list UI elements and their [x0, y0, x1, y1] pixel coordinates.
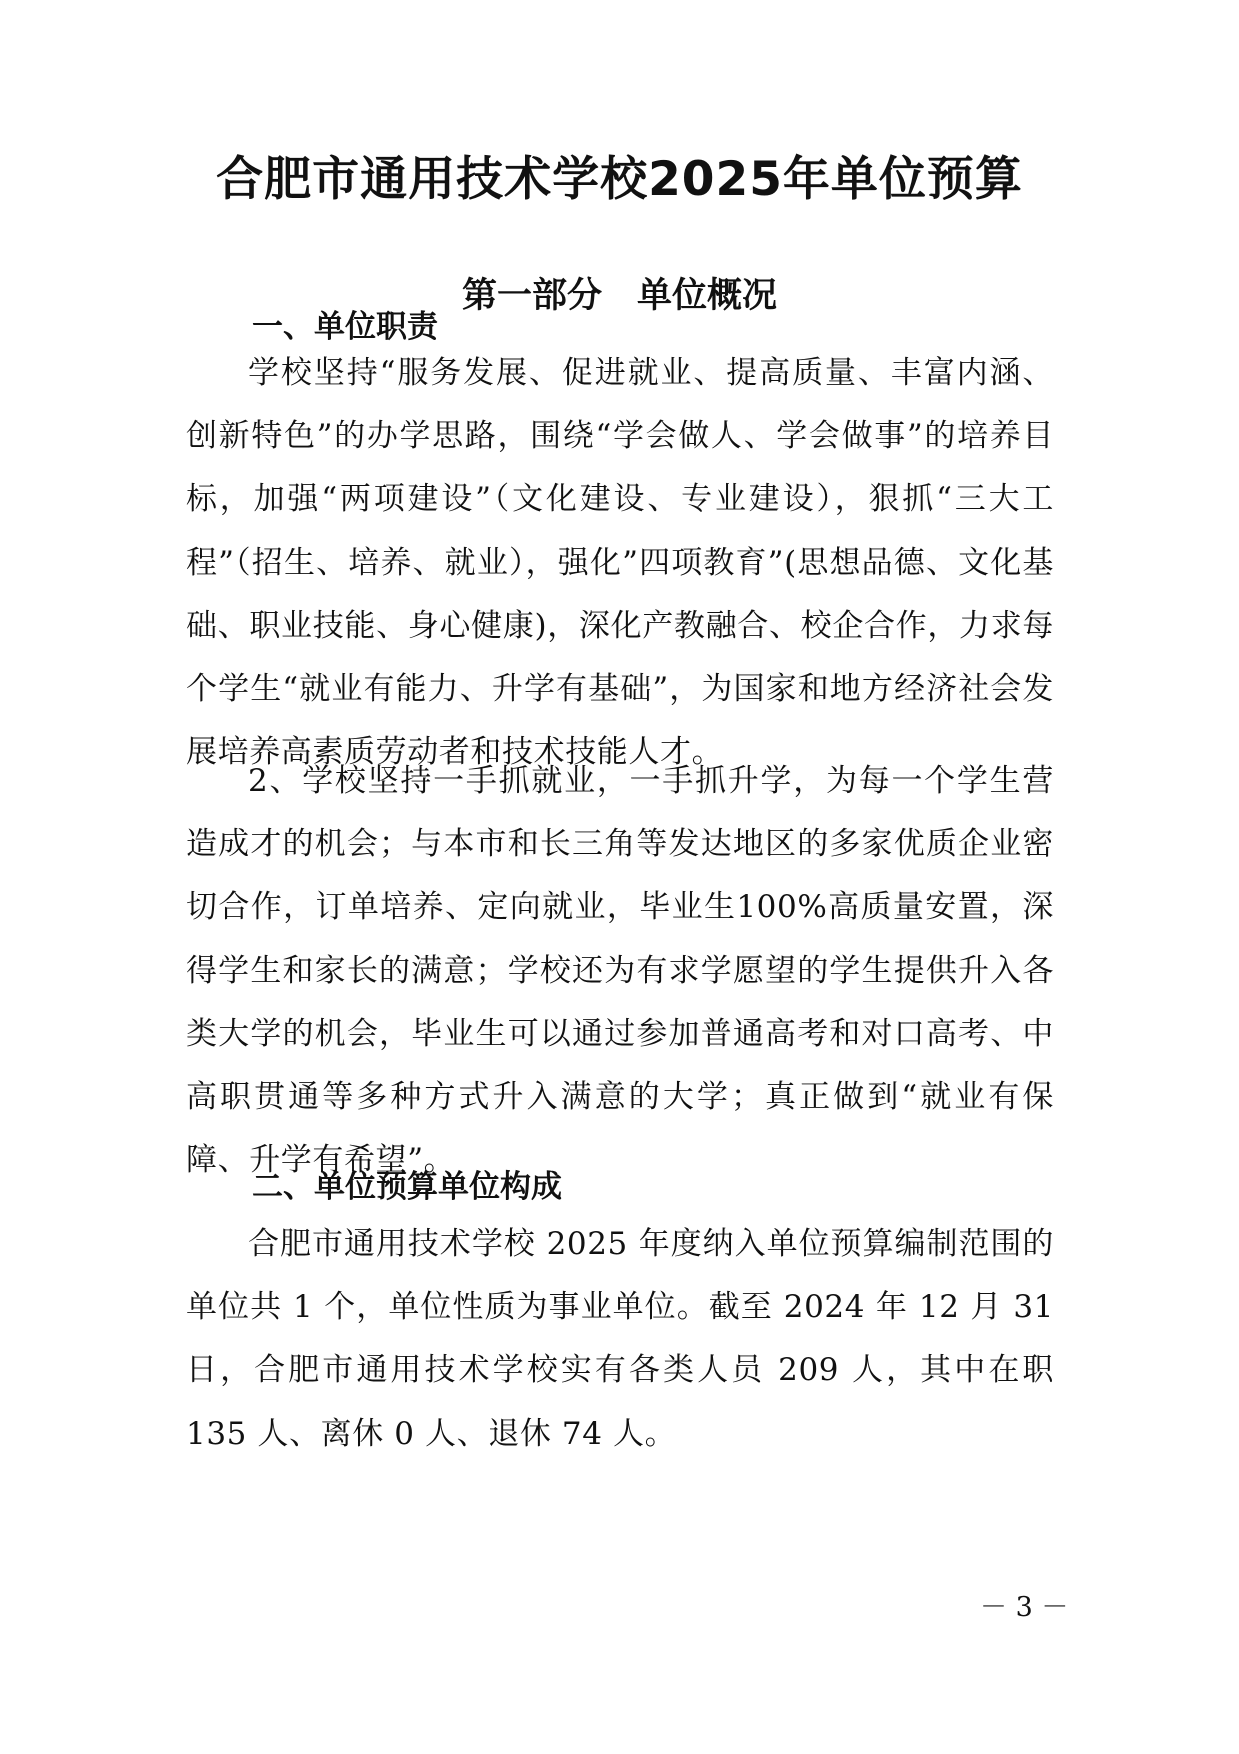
section-heading-responsibilities: 一、单位职责: [252, 309, 438, 345]
part-title: 第一部分 单位概况: [461, 276, 777, 316]
paragraph-composition: 合肥市通用技术学校 2025 年度纳入单位预算编制范围的单位共 1 个，单位性质为事业单位。截至 2024 年 12 月 31 日，合肥市通用技术学校实有各类人员 209 人，其中在职 135 人、离休 0 人、退休 74 人。: [186, 1226, 1054, 1452]
document-title: 合肥市通用技术学校2025年单位预算: [216, 152, 1023, 207]
page-number: － 3 －: [980, 1592, 1069, 1623]
paragraph-responsibilities-1: 学校坚持“服务发展、促进就业、提高质量、丰富内涵、创新特色”的办学思路，围绕“学会做人、学会做事”的培养目标，加强“两项建设”（文化建设、专业建设），狠抓“三大工程”（招生、培养、就业），强化”四项教育”(思想品德、文化基础、职业技能、身心健康)，深化产教融合、校企合作，力求每个学生“就业有能力、升学有基础”，为国家和地方经济社会发展培养高素质劳动者和技术技能人才。: [186, 355, 1054, 771]
paragraph-responsibilities-2: 2、学校坚持一手抓就业，一手抓升学，为每一个学生营造成才的机会；与本市和长三角等发达地区的多家优质企业密切合作，订单培养、定向就业，毕业生100%高质量安置，深得学生和家长的满意；学校还为有求学愿望的学生提供升入各类大学的机会，毕业生可以通过参加普通高考和对口高考、中高职贯通等多种方式升入满意的大学；真正做到“就业有保障、升学有希望”。: [186, 763, 1054, 1179]
section-heading-composition: 二、单位预算单位构成: [252, 1169, 562, 1205]
